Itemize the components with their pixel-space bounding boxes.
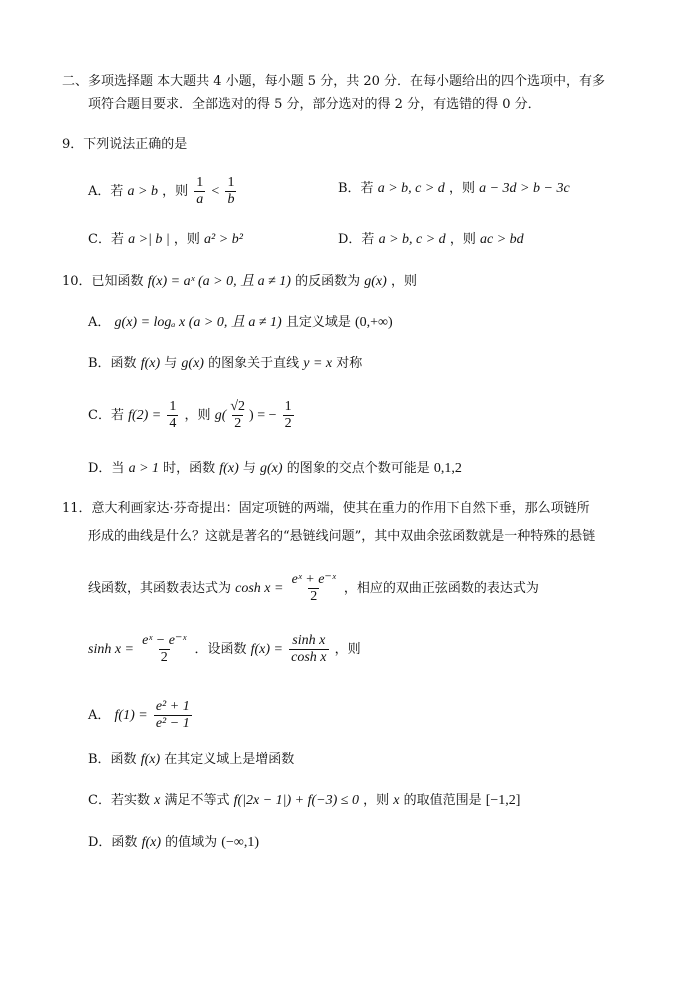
q10-b-g: g(x) [181, 356, 204, 371]
q11-sinh-num: eˣ − e⁻ˣ [142, 633, 187, 648]
q10-b-text: 的图象关于直线 [208, 356, 304, 371]
q11-line3-post: ，相应的双曲正弦函数的表达式为 [343, 581, 539, 596]
q11-c-range: [−1,2] [485, 793, 521, 808]
q10-c-frac1 [167, 399, 178, 432]
q11-line3-pre: 线函数，其函数表达式为 [88, 581, 236, 596]
q11-line4-mid: ．设函数 [194, 642, 251, 657]
q9-a-frac2-den: b [227, 192, 235, 207]
q11-cosh-lhs: cosh x = [235, 581, 284, 596]
q10-c-frac2-den: 2 [234, 416, 242, 431]
q9-a-label: A．若 [88, 184, 124, 199]
q10-d-label: D．当 [88, 461, 129, 476]
q10-c-pre: f(2) = [128, 408, 162, 423]
q11-a-frac [154, 699, 192, 732]
q9-option-c [88, 231, 243, 249]
q11-sinh-den: 2 [160, 650, 168, 665]
q11-sinh-frac [140, 633, 188, 666]
q10-d-cond: a > 1 [128, 461, 160, 476]
q10-d-text2: 与 [242, 461, 261, 476]
q11-c-text3: 的取值范围是 [403, 793, 486, 808]
q10-stem-end: ，则 [390, 274, 417, 289]
q11-c-text1: 满足不等式 [164, 793, 234, 808]
q10-a-expr: g(x) = logₐ x (a > 0, 且 a ≠ 1) [114, 315, 282, 330]
q10-stem-func: f(x) = aˣ (a > 0, 且 a ≠ 1) [147, 274, 291, 289]
q10-b-line: y = x [303, 356, 333, 371]
q10-d-text3: 的图象的交点个数可能是 [286, 461, 434, 476]
q9-c-label: C．若 [88, 232, 124, 247]
q10-d-g: g(x) [260, 461, 283, 476]
q9-b-label: B．若 [338, 181, 374, 196]
q10-c-frac3-den: 2 [284, 416, 292, 431]
q10-option-d [88, 460, 462, 478]
q11-c-text2: ，则 [363, 793, 394, 808]
q11-d-f: f(x) [141, 835, 161, 850]
q10-d-text1: 时，函数 [163, 461, 220, 476]
q10-a-label: A． [88, 315, 111, 330]
q10-stem-post: 的反函数为 [295, 274, 365, 289]
q10-d-values: 0,1,2 [433, 461, 462, 476]
q11-option-c [88, 792, 520, 810]
q10-stem-pre: 10．已知函数 [62, 274, 148, 289]
q9-d-label: D．若 [338, 232, 375, 247]
q11-d-range: (−∞,1) [221, 835, 259, 850]
q9-stem: 9．下列说法正确的是 [62, 137, 188, 152]
q11-cosh-den: 2 [310, 589, 318, 604]
q11-b-label: B．函数 [88, 752, 141, 767]
q9-a-frac2 [225, 175, 236, 208]
q10-c-frac1-num: 1 [169, 399, 177, 414]
q9-d-cond: a > b, c > d [378, 232, 446, 247]
q10-stem [62, 273, 417, 291]
q11-line4-end: ，则 [334, 642, 361, 657]
q9-option-d [338, 231, 524, 249]
q9-a-cond: a > b [127, 184, 158, 199]
q11-option-b [88, 751, 294, 769]
q10-b-f: f(x) [140, 356, 161, 371]
q11-line4 [88, 633, 361, 666]
q10-b-end: 对称 [336, 356, 363, 371]
q10-a-text: 且定义域是 [285, 315, 355, 330]
q10-b-label: B．函数 [88, 356, 141, 371]
q9-option-b [338, 180, 570, 198]
q11-f-lhs: f(x) = [250, 642, 283, 657]
q11-cosh-frac [290, 572, 338, 605]
q11-line1: 11．意大利画家达·芬奇提出：固定项链的两端，使其在重力的作用下自然下垂，那么项链所 [62, 501, 590, 516]
q10-c-mid: ，则 [184, 408, 215, 423]
q11-a-lhs: f(1) = [114, 708, 148, 723]
q9-b-mid: ，则 [448, 181, 475, 196]
q11-f-num: sinh x [292, 633, 326, 648]
q10-c-frac3-num: 1 [284, 399, 292, 414]
q11-b-f: f(x) [140, 752, 161, 767]
q11-c-label: C．若实数 [88, 793, 155, 808]
q10-option-b [88, 355, 362, 373]
q9-d-mid: ，则 [449, 232, 476, 247]
q10-c-g: g( [214, 408, 227, 423]
q10-c-frac3 [283, 399, 294, 432]
q9-a-frac1-den: a [196, 192, 204, 207]
q9-c-mid: ，则 [173, 232, 200, 247]
q11-f-den: cosh x [291, 650, 327, 665]
q11-option-d [88, 834, 259, 852]
q10-b-mid: 与 [164, 356, 182, 371]
q9-b-cond: a > b, c > d [377, 181, 445, 196]
q10-c-frac2 [228, 399, 247, 432]
q11-a-den: e² − 1 [155, 716, 190, 731]
q9-a-frac2-num: 1 [227, 175, 235, 190]
q11-d-text: 的值域为 [165, 835, 222, 850]
q9-d-result: ac > bd [479, 232, 524, 247]
q10-a-domain: (0,+∞) [354, 315, 393, 330]
q10-option-a [88, 314, 393, 332]
q9-a-mid: ，则 [162, 184, 189, 199]
q11-c-x2: x [393, 793, 400, 808]
q10-c-frac2-num: √2 [230, 399, 246, 414]
q11-d-label: D．函数 [88, 835, 142, 850]
section-header-line1: 二、多项选择题 本大题共 4 小题，每小题 5 分，共 20 分．在每小题给出的四个选项中，有多 [62, 74, 606, 89]
q9-a-frac1 [194, 175, 205, 208]
q11-b-text: 在其定义域上是增函数 [164, 752, 295, 767]
q10-stem-g: g(x) [364, 274, 387, 289]
q9-b-result: a − 3d > b − 3c [479, 181, 570, 196]
q11-c-ineq: f(|2x − 1|) + f(−3) ≤ 0 [233, 793, 359, 808]
q10-c-label: C．若 [88, 408, 129, 423]
q10-option-c [88, 399, 296, 432]
q9-c-result: a² > b² [204, 232, 243, 247]
q11-f-frac [289, 633, 328, 666]
q10-d-f: f(x) [219, 461, 239, 476]
q9-option-a [88, 175, 238, 208]
q11-line2: 形成的曲线是什么？这就是著名的“悬链线问题”，其中双曲余弦函数就是一种特殊的悬链 [88, 529, 596, 544]
q11-a-label: A． [88, 708, 111, 723]
q11-line3 [88, 572, 539, 605]
q10-c-frac1-den: 4 [169, 416, 177, 431]
section-header-line2: 项符合题目要求．全部选对的得 5 分，部分选对的得 2 分，有选错的得 0 分． [88, 97, 541, 112]
q9-a-op: < [211, 184, 220, 199]
q11-option-a [88, 699, 194, 732]
q11-a-num: e² + 1 [155, 699, 190, 714]
q9-a-frac1-num: 1 [196, 175, 204, 190]
q9-c-cond: a >| b | [128, 232, 170, 247]
q11-sinh-lhs: sinh x = [88, 642, 134, 657]
q11-cosh-num: eˣ + e⁻ˣ [291, 572, 336, 587]
q11-c-x: x [154, 793, 161, 808]
q10-c-post: ) = − [249, 408, 277, 423]
